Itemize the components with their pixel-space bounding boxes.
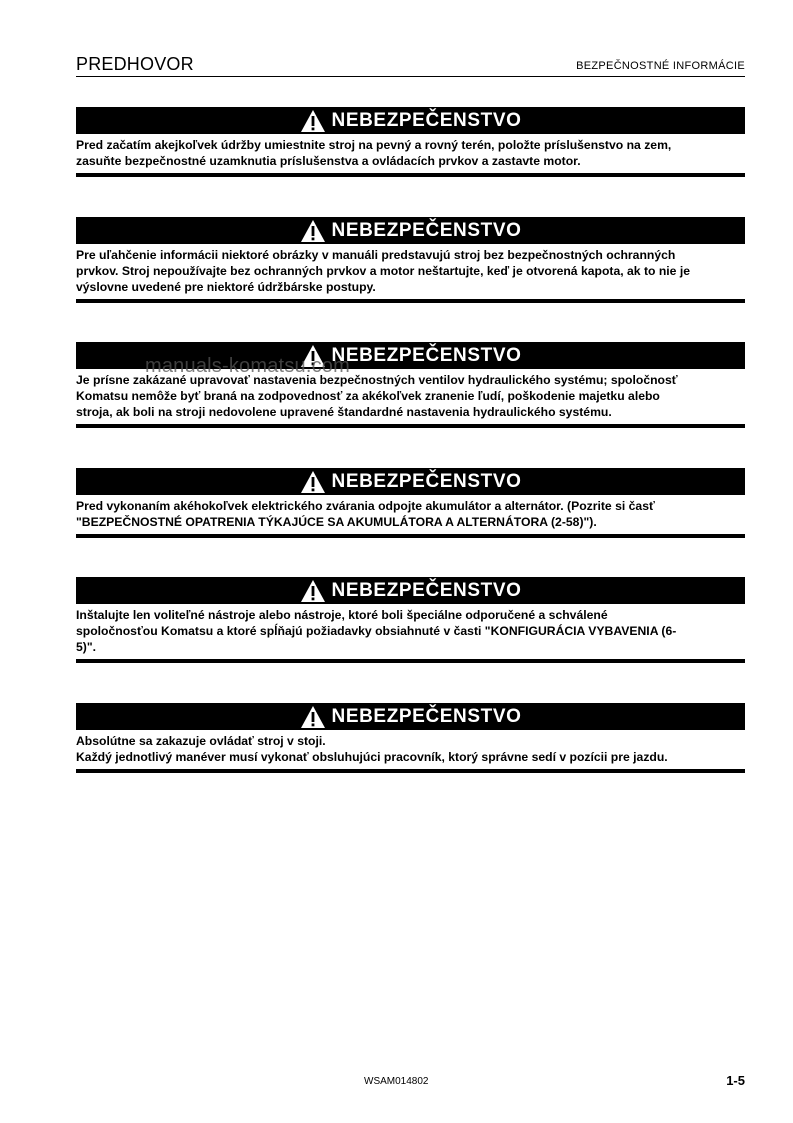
text-line: 5)".: [76, 640, 97, 654]
text-line: Pred začatím akejkoľvek údržby umiestnite stroj na pevný a rovný terén, položte príslušenstvo na zem,: [76, 138, 672, 152]
danger-banner: [76, 703, 745, 730]
danger-label: NEBEZPEČENSTVO: [331, 470, 522, 492]
text-line: Pred vykonaním akéhokoľvek elektrického zvárania odpojte akumulátor a alternátor. (Pozrite si časť: [76, 499, 655, 513]
text-line: výslovne uvedené pre niektoré údržbárske postupy.: [76, 280, 376, 294]
warning-block-5: [76, 577, 745, 663]
text-line: Komatsu nemôže byť braná na zodpovednosť za akékoľvek zranenie ľudí, poškodenie majetku alebo: [76, 389, 660, 403]
page-header: [76, 52, 745, 77]
danger-label: NEBEZPEČENSTVO: [331, 219, 522, 241]
warning-text: [76, 244, 745, 303]
text-line: stroja, ak boli na stroji nedovolene upravené štandardné nastavenia hydraulického systému.: [76, 405, 612, 419]
watermark: manuals-komatsu.com: [145, 355, 350, 377]
warning-text: [76, 730, 745, 773]
danger-banner: [76, 577, 745, 604]
warning-text: [76, 495, 745, 538]
text-line: Je prísne zakázané upravovať nastavenia bezpečnostných ventilov hydraulického systému; spoločnosť: [76, 373, 678, 387]
text-line: zasuňte bezpečnostné uzamknutia príslušenstva a ovládacích prvkov a zastavte motor.: [76, 154, 581, 168]
danger-label: NEBEZPEČENSTVO: [331, 344, 522, 366]
danger-label: NEBEZPEČENSTVO: [331, 705, 522, 727]
document-code: WSAM014802: [364, 1076, 429, 1087]
text-line: "BEZPEČNOSTNÉ OPATRENIA TÝKAJÚCE SA AKUMULÁTORA A ALTERNÁTORA (2-58)").: [76, 515, 597, 529]
warning-block-6: [76, 703, 745, 773]
text-line: spoločnosťou Komatsu a ktoré spĺňajú požiadavky obsiahnuté v časti "KONFIGURÁCIA VYBAVENIA (6-: [76, 624, 677, 638]
danger-label: NEBEZPEČENSTVO: [331, 579, 522, 601]
danger-label: NEBEZPEČENSTVO: [331, 109, 522, 131]
text-line: Inštalujte len voliteľné nástroje alebo nástroje, ktoré boli špeciálne odporučené a schválené: [76, 608, 608, 622]
warning-block-4: [76, 468, 745, 538]
danger-banner: [76, 468, 745, 495]
warning-text: [76, 134, 745, 177]
warning-text: [76, 604, 745, 663]
text-line: Absolútne sa zakazuje ovládať stroj v stoji.: [76, 734, 326, 748]
warning-triangle-icon: [300, 109, 326, 133]
page-number: 1-5: [726, 1073, 745, 1088]
warning-triangle-icon: [300, 219, 326, 243]
section-title: PREDHOVOR: [76, 54, 194, 74]
warning-triangle-icon: [300, 579, 326, 603]
text-line: Každý jednotlivý manéver musí vykonať obsluhujúci pracovník, ktorý správne sedí v pozícii pre jazdu.: [76, 750, 668, 764]
text-line: prvkov. Stroj nepoužívajte bez ochranných prvkov a motor neštartujte, keď je otvorená kapota, ak to nie je: [76, 264, 691, 278]
warning-triangle-icon: [300, 470, 326, 494]
warning-triangle-icon: [300, 705, 326, 729]
danger-banner: [76, 107, 745, 134]
warning-block-2: [76, 217, 745, 303]
warning-block-1: [76, 107, 745, 177]
text-line: Pre uľahčenie informácii niektoré obrázky v manuáli predstavujú stroj bez bezpečnostných ochranných: [76, 248, 676, 262]
danger-banner: [76, 217, 745, 244]
chapter-title: BEZPEČNOSTNÉ INFORMÁCIE: [576, 60, 745, 72]
